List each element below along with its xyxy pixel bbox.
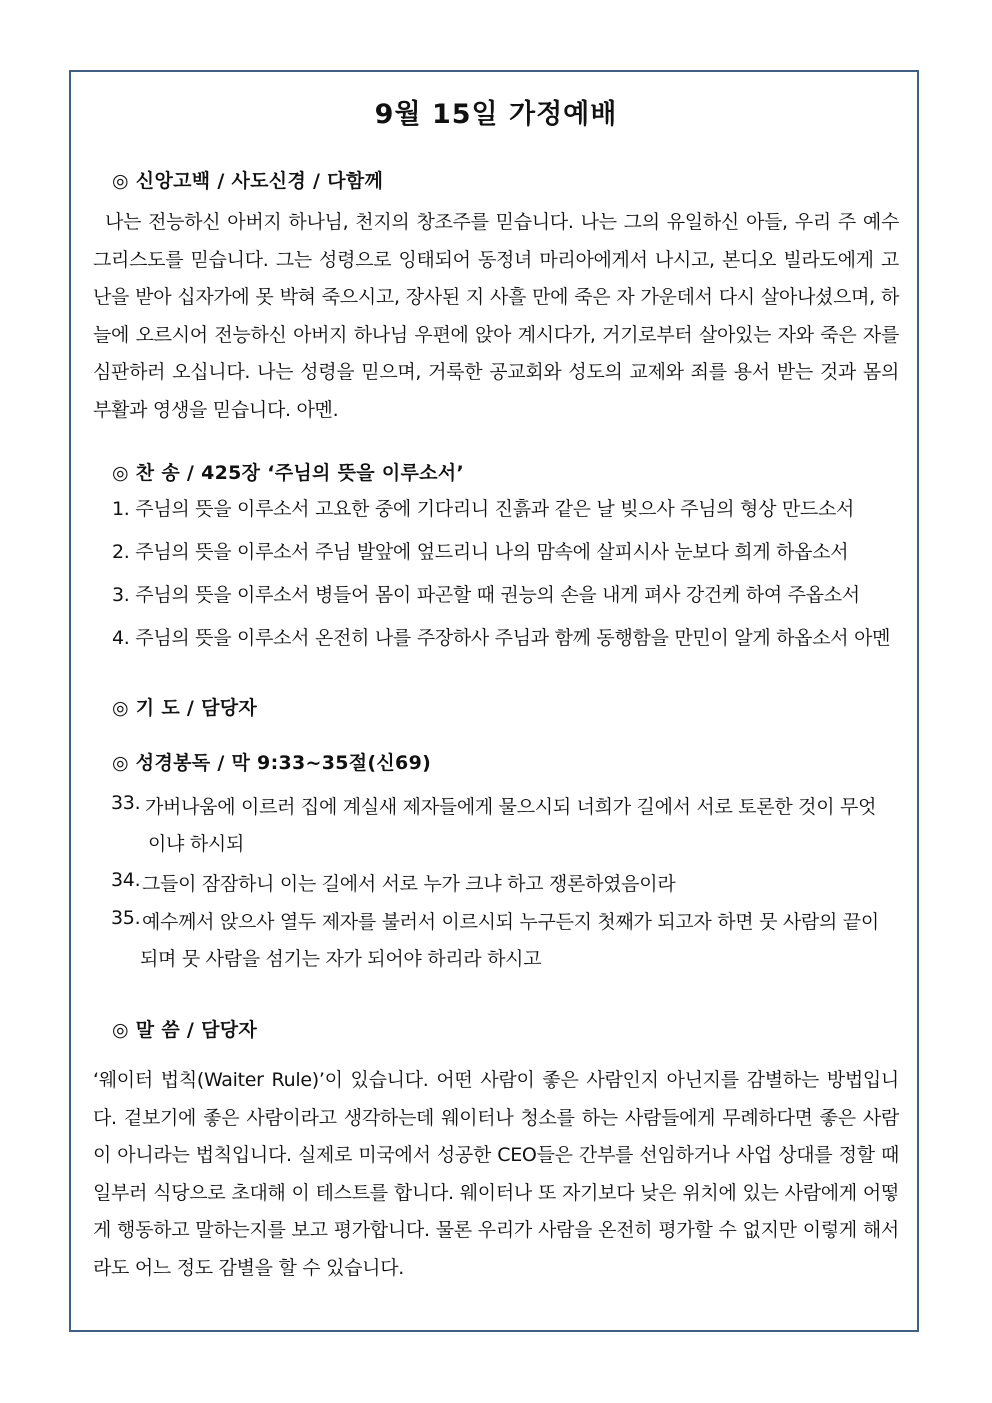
sermon-text: ‘웨이터 법칙(Waiter Rule)’이 있습니다. 어떤 사람이 좋은 사람인지 아닌지를 감별하는 방법입니다. 겉보기에 좋은 사람이라고 생각하는데 웨이터나 청소를 하는 사람들에게 무례하다면 좋은 사람이 아니라는 법칙입니다. 실제로 미국에서 성공한 CEO들은 간부를 선임하거나 사업 상대를 정할 때 일부러 식당으로 초대해 이 테스트를 합니다. 웨이터나 또 자기보다 낮은 위치에 있는 사람에게 어떻게 행동하고 말하는지를 보고 평가합니다. 물론 우리가 사람을 온전히 평가할 수 없지만 이렇게 해서라도 어느 정도 감별을 할 수 있습니다. [93, 1069, 899, 1279]
hymn-line: 3. 주님의 뜻을 이루소서 병들어 몸이 파곤할 때 권능의 손을 내게 펴사 강건케 하여 주옵소서 [112, 584, 860, 606]
verse-number: 34. [111, 869, 141, 891]
verse-text: 그들이 잠잠하니 이는 길에서 서로 누가 크냐 하고 쟁론하였음이라 [142, 873, 676, 895]
prayer-heading: ◎ 기 도 / 담당자 [112, 697, 258, 719]
verse-text: 예수께서 앉으사 열두 제자를 불러서 이르시되 누구든지 첫째가 되고자 하면 뭇 사람의 끝이 [142, 911, 879, 933]
verse-text: 가버나움에 이르러 집에 계실새 제자들에게 물으시되 너희가 길에서 서로 토론한 것이 무엇 [145, 796, 877, 818]
hymn-line: 2. 주님의 뜻을 이루소서 주님 발앞에 엎드리니 나의 맘속에 살피시사 눈보다 희게 하옵소서 [112, 541, 849, 563]
hymn-line: 4. 주님의 뜻을 이루소서 온전히 나를 주장하사 주님과 함께 동행함을 만민이 알게 하옵소서 아멘 [112, 627, 891, 649]
verse-number: 35. [111, 907, 141, 929]
reading-heading: ◎ 성경봉독 / 막 9:33~35절(신69) [112, 752, 432, 774]
creed-heading: ◎ 신앙고백 / 사도신경 / 다함께 [112, 170, 384, 192]
verse-text-continued: 되며 뭇 사람을 섬기는 자가 되어야 하리라 하시고 [140, 948, 542, 970]
hymn-line: 1. 주님의 뜻을 이루소서 고요한 중에 기다리니 진흙과 같은 날 빚으사 주님의 형상 만드소서 [112, 498, 855, 520]
page-title: 9월 15일 가정예배 [374, 99, 618, 130]
creed-text: 나는 전능하신 아버지 하나님, 천지의 창조주를 믿습니다. 나는 그의 유일하신 아들, 우리 주 예수 그리스도를 믿습니다. 그는 성령으로 잉태되어 동정녀 마리아에게서 나시고, 본디오 빌라도에게 고난을 받아 십자가에 못 박혀 죽으시고, 장사된 지 사흘 만에 죽은 자 가운데서 다시 살아나셨으며, 하늘에 오르시어 전능하신 아버지 하나님 우편에 앉아 계시다가, 거기로부터 살아있는 자와 죽은 자를 심판하러 오십니다. 나는 성령을 믿으며, 거룩한 공교회와 성도의 교제와 죄를 용서 받는 것과 몸의 부활과 영생을 믿습니다. 아멘. [93, 211, 899, 421]
hymn-heading: ◎ 찬 송 / 425장 ‘주님의 뜻을 이루소서’ [112, 462, 464, 484]
sermon-heading: ◎ 말 씀 / 담당자 [112, 1019, 258, 1041]
verse-number: 33. [111, 792, 141, 814]
verse-text-continued: 이냐 하시되 [148, 833, 245, 855]
